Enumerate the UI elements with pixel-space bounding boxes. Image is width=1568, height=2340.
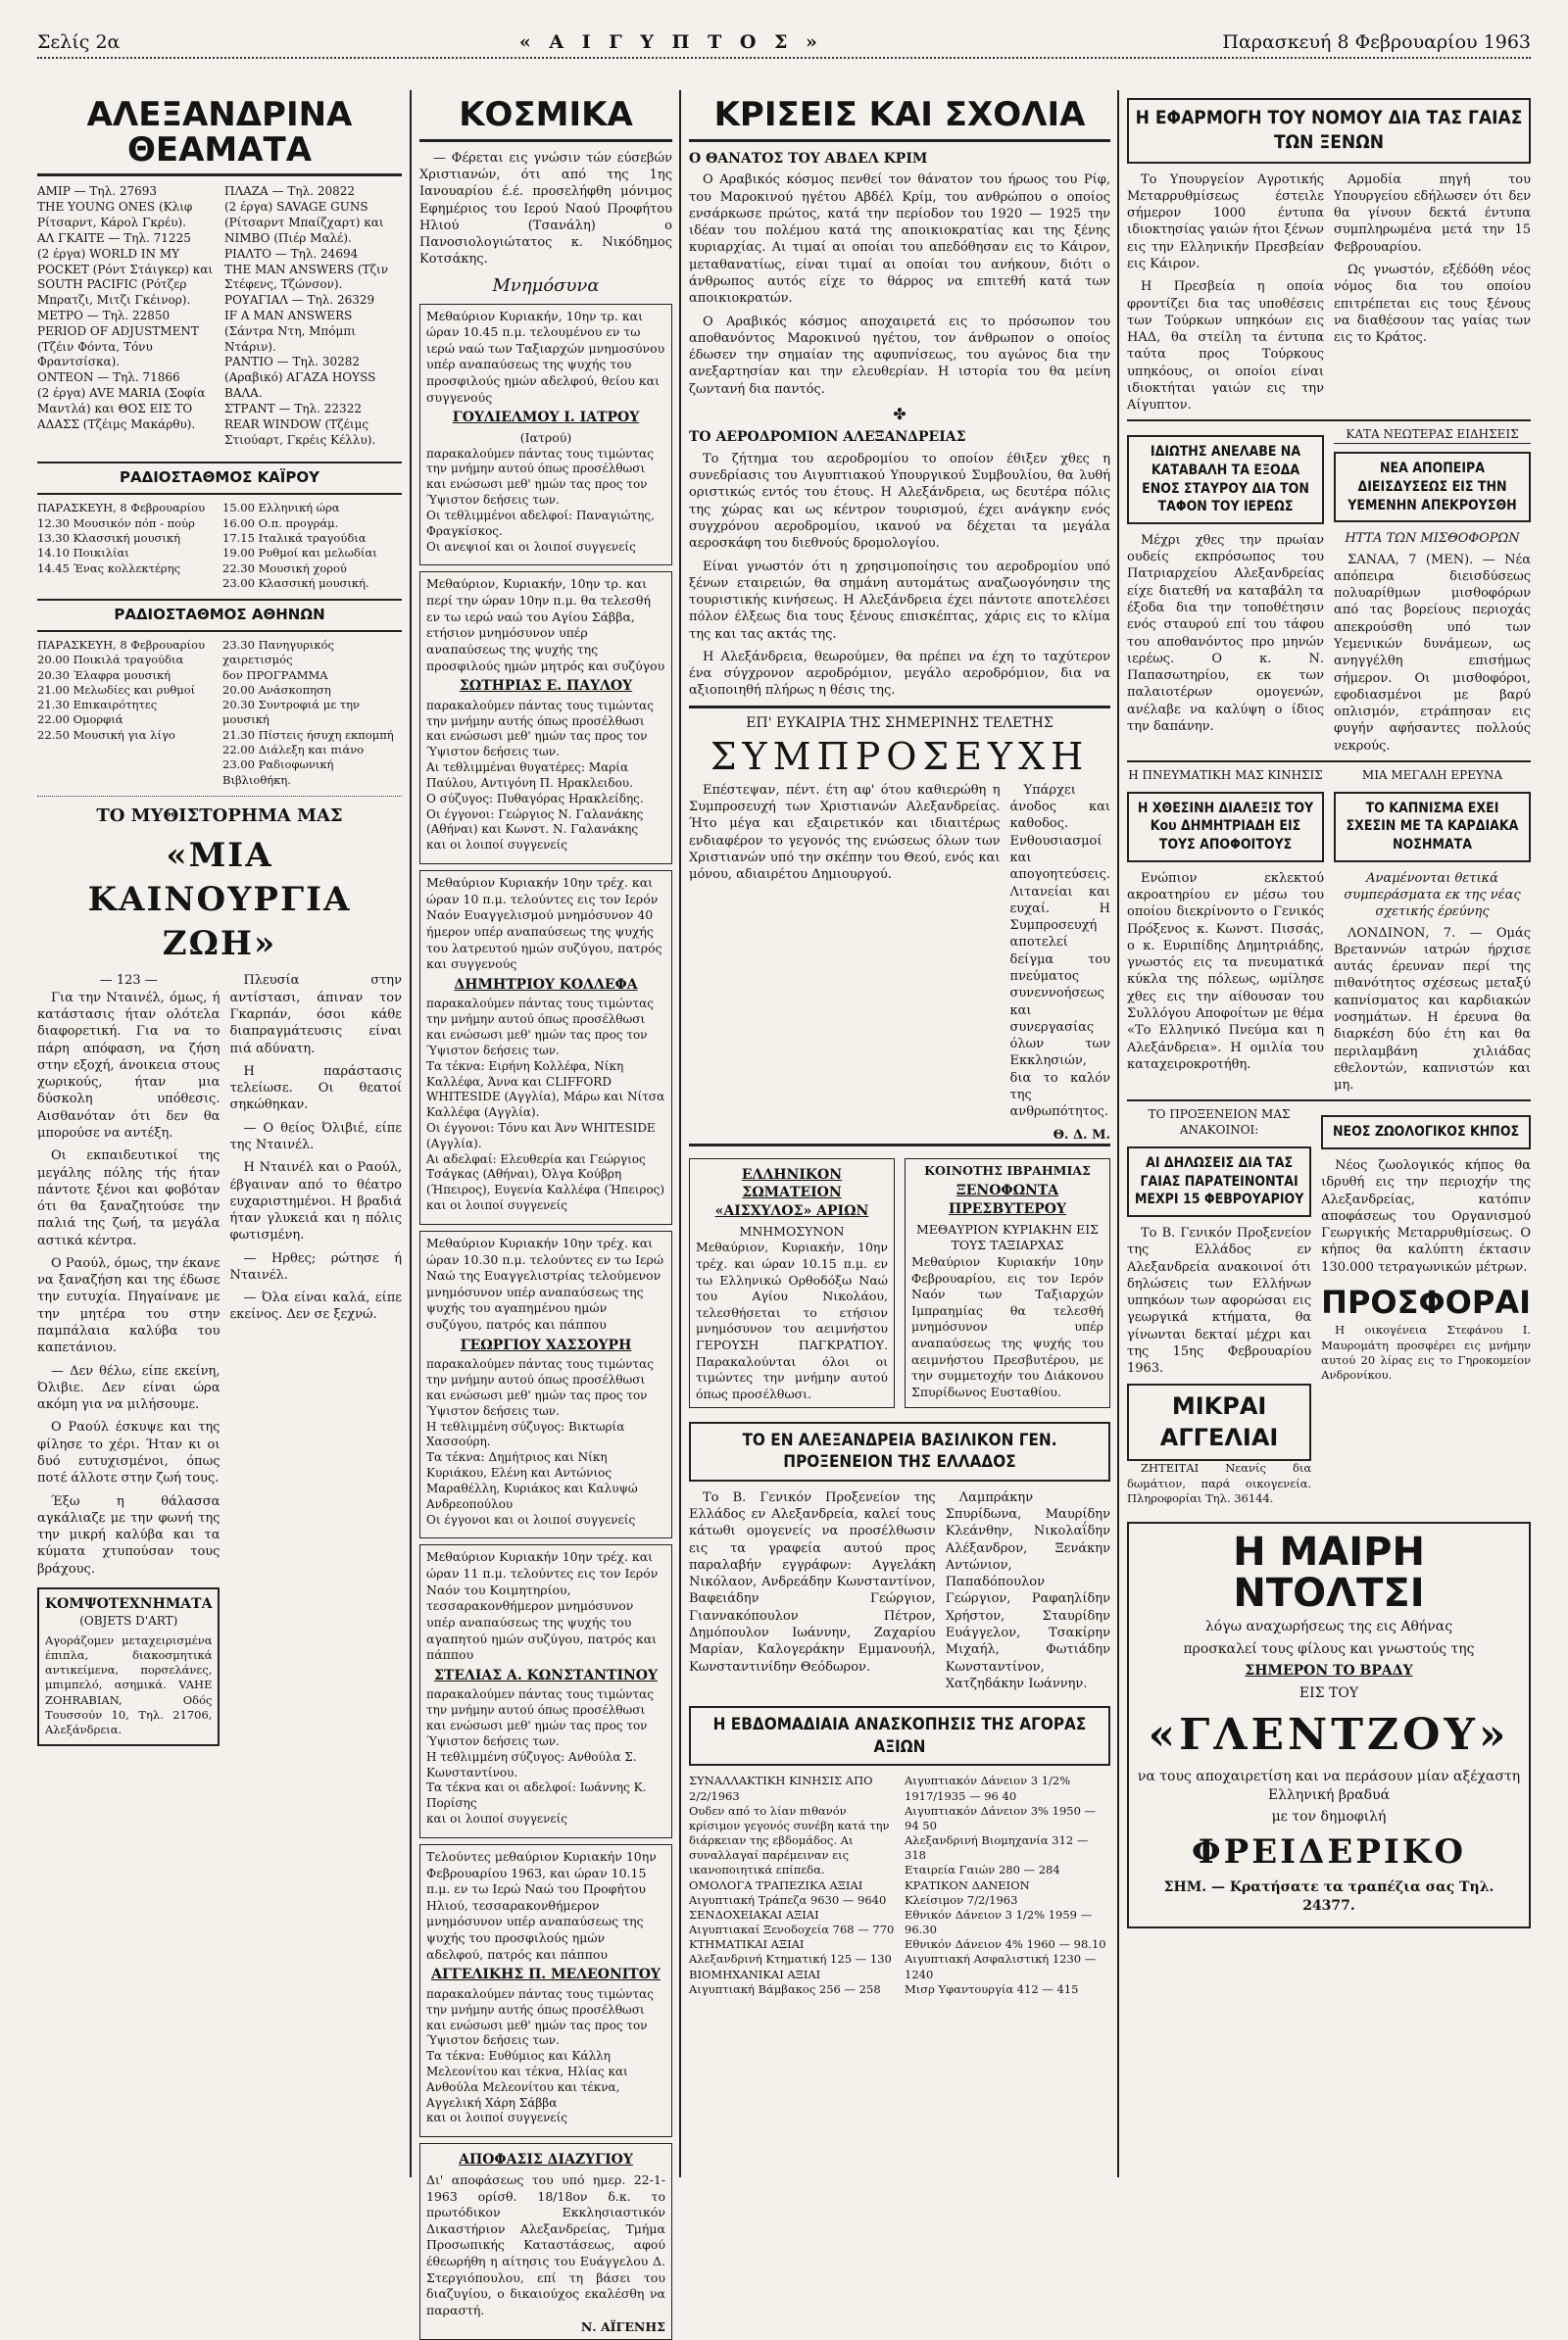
ad-line: με τον δημοφιλή [1271,1809,1387,1826]
column-news [1127,98,1531,2166]
story-heading: ΤΟ ΑΕΡΟΔΡΟΜΙΟΝ ΑΛΕΞΑΝΔΡΕΙΑΣ [689,429,966,446]
divider [37,796,402,797]
memorial-signatories: παρακαλούμεν πάντας τους τιμώντας την μνήμην αυτού όπως προσέλθωσι και ενώσωσι μεθ' ημών τας προς τον Ύψιστον δεήσεις των. Η τεθλιμμένη σύζυγος: Ανθούλα Σ. Κωνσταντίνου. Τα τέκνα και οι αδελφοί: Ιωάννης Κ. Πορίσης και οι λοιποί συγγενείς [426,1687,654,1827]
memorial-text: Μεθαύριον, Κυριακήν, 10ην τρ. και περί την ώραν 10ην π.μ. θα τελεσθή εν τω ιερώ ναώ του Αγίου Σάββα, ετήσιον μνημόσυνον υπέρ αναπαύσεως της ψυχής της προσφιλούς ημών μητρός και συζύγου [426,576,665,673]
story-paragraph: Ο Αραβικός κόσμος αποχαιρετά εις το πρόσωπον του αποθανόντος Μαροκινού ηγέτου, τον άνθρωπον ο οποίος έδωσεν την σημαίαν της αφυπνίσεως, του αγώνος δια την ανεξαρτησίαν και την ελευθερίαν. Η ιστορία του θα μείνη ζωντανή δια παντός. [689,314,1110,397]
market-heading: Η ΕΒΔΟΜΑΔΙΑΙΑ ΑΝΑΣΚΟΠΗΣΙΣ ΤΗΣ ΑΓΟΡΑΣ ΑΞΙΩΝ [689,1706,1110,1766]
consulate-list: Το Β. Γενικόν Προξενείον της Ελλάδος εν Αλεξανδρεία, καλεί τους κάτωθι ομογενείς να προσέλθωσιν εις τα γραφεία αυτού προς παραλαβήν εγγράφων: Αγγελάκη Νικόλαον, Ανδρεάδην Κωνσταντίνον, Βαφειάδην Γεώργιον, Γιαννακόπουλον Πέτρον, Δημόπουλον Ιωάννην, Ζαχαρίου Μαρίαν, Καλογεράκην Εμμανουήλ, Κωνσταντινίδην Θεόδωρον. [689,1489,936,1675]
story-paragraph: Νέος ζωολογικός κήπος θα ιδρυθή εις την περιοχήν της Αλεξανδρείας, κατόπιν αποφάσεως του Οργανισμού Γεωργικής Μεταρρυθμίσεως. Ο κήπος θα καλύπτη έκτασιν 130.000 τετραγωνικών μέτρων. [1321,1157,1531,1275]
memorial-notice [419,1544,672,1837]
novel-title: «ΜΙΑ ΚΑΙΝΟΥΡΓΙΑ ΖΩΗ» [87,835,352,964]
novel-paragraph: Έξω η θάλασσα αγκάλιαζε με την φωνή της την μικρή καλύβα και τα κύματα χτυπούσαν τους βράχους. [37,1493,220,1577]
novel-paragraph: Πλευσία στην αντίστασι, άπιναν τον Γκαρπάν, όσοι κάθε διαπραγμάτευσις είναι πιά αδύνατη. [229,973,402,1056]
story-paragraph: Μέχρι χθες την πρωίαν ουδείς εκπρόσωπος του Πατριαρχείου Αλεξανδρείας είχε διατεθή να καταβάλη τα έξοδα δια την τοποθέτησιν ενός σταυρού επί του τάφου του αποθανόντος προ μηνών ιερέως. Ο κ. Ν. Παπασωτηρίου, εκ των παλαιοτέρων ομογενών, ανέλαβε να καλύψη ο ίδιος την δαπάνην. [1127,532,1324,734]
memorial-role: (Ιατρού) [519,429,572,445]
story-heading: ΙΔΙΩΤΗΣ ΑΝΕΛΑΒΕ ΝΑ ΚΑΤΑΒΑΛΗ ΤΑ ΕΞΟΔΑ ΕΝΟΣ ΣΤΑΥΡΟΥ ΔΙΑ ΤΟΝ ΤΑΦΟΝ ΤΟΥ ΙΕΡΕΩΣ [1127,435,1324,523]
association-text: Μεθαύριον, Κυριακήν, 10ην τρέχ. και ώραν 10.15 π.μ. εν τω Ελληνικώ Ορθοδόξω Ναώ του Αγίου Νικολάου, τελεσθήσεται το ετήσιον μνημόσυνον του αειμνήστου ΓΕΡΟΥΣΗ ΠΑΓΚΡΑΤΙΟΥ. Παρακαλούνται όλοι οι τιμώντες την μνήμην αυτού όπως προσέλθωσι. [696,1240,888,1401]
market-list-a: ΣΥΝΑΛΛΑΚΤΙΚΗ ΚΙΝΗΣΙΣ ΑΠΟ 2/2/1963 Ουδεν από το λίαν πιθανόν κρίσιμον γεγονός συνέβη κατά την διάρκειαν της εβδομάδος. Αι συναλλαγαί παρέμειναν εις ικανοποιητικά επίπεδα. ΟΜΟΛΟΓΑ ΤΡΑΠΕΖΙΚΑ ΑΞΙΑΙ Αιγυπτιακή Τράπεζα 9630 — 9640 ΣΕΝΔΟΧΕΙΑΚΑΙ ΑΞΙΑΙ Αιγυπτιακαί Ξενοδοχεία 768 — 770 ΚΤΗΜΑΤΙΚΑΙ ΑΞΙΑΙ Αλεξανδρινή Κτηματική 125 — 130 ΒΙΟΜΗΧΑΝΙΚΑΙ ΑΞΙΑΙ Αιγυπτιακή Βάμβακος 256 — 258 [689,1774,895,1996]
market-report [689,1774,1110,2003]
memorial-notice [419,870,672,1225]
memorial-notice [419,571,672,864]
community-text: Μεθαύριον Κυριακήν 10ην Φεβρουαρίου, εις τον Ιερόν Ναόν των Ταξιαρχών Ιμπραημίας θα τελεσθή μνημόσυνον υπέρ αναπαύσεως της ψυχής του αειμνήστου Πρεσβυτέρου, με την συμμετοχήν του Διάκονου Σπυρίδωνος Ευσταθίου. [911,1253,1103,1399]
news-row [1127,760,1531,1099]
radio-schedule-a: ΠΑΡΑΣΚΕΥΗ, 8 Φεβρουαρίου 12.30 Μουσικόν πόπ - πούρ 13.30 Κλασσική μουσική 14.10 Ποικιλίαι 14.45 Ένας κολλεκτέρης [37,501,206,575]
story-heading: ΝΕΟΣ ΖΩΟΛΟΓΙΚΟΣ ΚΗΠΟΣ [1321,1115,1531,1149]
donation-notice: Η οικογένεια Στεφάνου Ι. Μαυρομάτη προσφέρει εις μνήμην αυτού 20 λίρας εις το Γηροκομείον Ανδρονίκου. [1321,1323,1531,1383]
radio-schedule-a: ΠΑΡΑΣΚΕΥΗ, 8 Φεβρουαρίου 20.00 Ποικιλά τραγούδια 20.30 Έλαφρα μουσική 21.00 Μελωδίες και ρυθμοί 21.30 Επικαιρότητες 22.00 Ομορφιά 22.50 Μουσική για λίγο [37,638,206,742]
issue-date: Παρασκευή 8 Φεβρουαρίου 1963 [1222,31,1531,53]
news-row [1127,419,1531,759]
consulate-heading: ΤΟ ΕΝ ΑΛΕΞΑΝΔΡΕΙΑ ΒΑΣΙΛΙΚΟΝ ΓΕΝ. ΠΡΟΞΕΝΕΙΟΝ ΤΗΣ ΕΛΛΑΔΟΣ [689,1422,1110,1482]
memorial-signatories: παρακαλούμεν πάντας τους τιμώντας την μνήμην αυτής όπως προσέλθωσι και ενώσωσι μεθ' ημών τας προς τον Ύψιστον δεήσεις των. Τα τέκνα: Ευθύμιος και Κάλλη Μελεονίτου και τέκνα, Ηλίας και Ανθούλα Μελεονίτου και τέκνα, Αγγελική Χάρη Σάββα και οι λοιποί συγγενείς [426,1986,654,2125]
news-kicker: ΜΙΑ ΜΕΓΑΛΗ ΕΡΕΥΝΑ [1361,767,1503,782]
association-subheading: ΜΝΗΜΟΣΥΝΟΝ [739,1223,845,1239]
art-objects-ad [37,1587,220,1746]
story-paragraph: Το Υπουργείον Αγροτικής Μεταρρυθμίσεως έστειλε σήμερον 1000 έντυπα ιδιοκτησίας γαιών ήτοι ξένων εις την Ελληνικήν Πρεσβείαν εις Κάιρον. [1127,171,1324,271]
memorial-text: Μεθαύριον Κυριακήν 10ην τρέχ. και ώραν 10 π.μ. τελούντες εις τον Ιερόν Ναόν Ευαγγελισμού μνημόσυνον 40 ήμερον υπέρ αναπαύσεως της ψυχής του λατρευτού ημών συζύγου, πατρός και συγγενούς [426,875,662,972]
radio-heading: ΡΑΔΙΟΣΤΑΘΜΟΣ ΚΑΪΡΟΥ [37,462,402,495]
section-heading: ΑΛΕΞΑΝΔΡΙΝΑ ΘΕΑΜΑΤΑ [37,98,402,176]
section-heading: ΚΟΣΜΙΚΑ [419,98,672,142]
cinema-listings [37,184,402,454]
novel-paragraph: — Ηρθες; ρώτησε ή Νταινέλ. [229,1250,402,1283]
ad-host-name: Η ΜΑΙΡΗ ΝΤΟΛΤΣΙ [1233,1530,1425,1617]
cinema-list-a: ΑΜΙΡ — Τηλ. 27693 THE YOUNG ONES (Κλιφ Ρίτσαρντ, Κάρολ Γκρέυ). ΑΛ ΓΚΑΙΤΕ — Τηλ. 71225 (2 έργα) WORLD IN MY POCKET (Ρόντ Στάιγκερ) και SOUTH PACIFIC (Ρότζερ Μπρατζι, Μιτζι Γκέινορ). ΜΕΤΡΟ — Τηλ. 22850 PERIOD OF ADJUSTMENT (Τζέιν Φόντα, Τόνυ Φραντσίσκα). ΟΝΤΕΟΝ — Τηλ. 71866 (2 έργα) AVE MARIA (Σοφία Μαντλά) και ΘΟΣ ΕΙΣ ΤΟ ΑΔΑΣΣ (Τζέιμς Μακάρθυ). [37,184,214,431]
memorial-signatories: παρακαλούμεν πάντας τους τιμώντας την μνήμην αυτού όπως προσέλθωσι και ενώσωσι μεθ' ημών τας προς τον Ύψιστον δεήσεις των. Η τεθλιμμένη σύζυγος: Βικτωρία Χασσούρη. Τα τέκνα: Δημήτριος και Νίκη Κυριάκου, Ελένη και Αντώνιος Μαραθέλλη, Κυριάκος και Καλυψώ Ανδρεοπούλου Οι έγγονοι και οι λοιποί συγγενείς [426,1357,654,1527]
memorial-signatories: παρακαλούμεν πάντας τους τιμώντας την μνήμην αυτού όπως προσέλθωσι και ενώσωσι μεθ' ημών τας προς τον Ύψιστον δεήσεις των. Τα τέκνα: Ειρήνη Κολλέφα, Νίκη Καλλέφα, Άννα και CLIFFORD WHITESIDE (Αγγλία), Μάρω και Νίτσα Καλλέφα (Αγγλία). Οι έγγονοι: Τόνυ και Άνν WHITESIDE (Αγγλία). Αι αδελφαί: Ελευθερία και Γεώργιος Τσάγκας (Αθήναι), Όλγα Κούβρη (Ήπειρος), Ευγενία Καλλέφα (Ήπειρος) και οι λοιποί συγγενείς [426,997,665,1213]
land-law-story [1127,171,1531,420]
radio-schedule [37,638,402,788]
ad-line: προσκαλεί τους φίλους και γνωστούς της [1183,1640,1475,1657]
memorial-name: ΔΗΜΗΤΡΙΟΥ ΚΟΛΛΕΦΑ [454,976,638,993]
ad-text: Αγοράζομεν μεταχειρισμένα έπιπλα, διακοσμητικά αντικείμενα, πορσελάνες, μπιμπελό, ασημικά. VAHE ZOHRABIAN, Οδός Τουσσούν 10, Τηλ. 21706, Αλεξάνδρεια. [45,1633,213,1737]
memorial-name: ΓΟΥΛΙΕΛΜΟΥ Ι. ΙΑΤΡΟΥ [452,410,640,426]
divorce-signature: Ν. ΑΪΓΕΝΗΣ [580,2318,665,2334]
story-paragraph: ΣΑΝΑΑ, 7 (ΜΕΝ). — Νέα απόπειρα διεισδύσεως πολυαρίθμων μισθοφόρων από τας βορείους περιοχάς απεκρούσθη υπό των Υεμενικών δυνάμεων, ως ανηγγέλθη επισήμως σήμερον. Οι μισθοφόροι, εφοδιασμένοι με βαρύ οπλισμόν, ετράπησαν εις φυγήν αφήσαντες πολλούς νεκρούς. [1334,552,1531,754]
memorial-name: ΓΕΩΡΓΙΟΥ ΧΑΣΣΟΥΡΗ [460,1337,632,1353]
story-separator: ✤ [893,404,906,423]
association-heading: ΕΛΛΗΝΙΚΟΝ ΣΩΜΑΤΕΙΟΝ «ΑΙΣΧΥΛΟΣ» ΑΡΙΩΝ [714,1166,869,1220]
story-subheading: ΗΤΤΑ ΤΩΝ ΜΙΣΘΟΦΟΡΩΝ [1345,531,1520,547]
radio-schedule [37,501,402,591]
novel-paragraph: — Δεν θέλω, είπε εκείνη, Όλιβιε. Δεν είναι ώρα ακόμη για να μιλήσουμε. [37,1363,220,1413]
ad-line: να τους αποχαιρετίση και να περάσουν μίαν αξέχαστη Ελληνική βραδυά [1137,1769,1521,1803]
story-paragraph: Ο Αραβικός κόσμος πενθεί τον θάνατον του ήρωος του Ρίφ, του Μαροκινού ηγέτου Αβδέλ Κρίμ, του ανθρώπου ο οποίος ενσάρκωσε πρώτος, κατά την περίοδον του 1920 — 1925 την ιδέαν του πολέμου κατά της αποικιοκρατίας και της ξένης κυριαρχίας. Αι τιμαί αι οποίαι του απεδόθησαν εις το Κάιρον, μεταθανατίως, είναι τιμαί αι οποίαι του ανήκουν, διότι ο άνθρωπος αυτός είχε το θάρρος να επιτεθή κατά των αποικιοκρατών. [689,172,1110,307]
masthead [37,27,1531,59]
ad-line: λόγω αναχωρήσεως της εις Αθήνας [1204,1619,1453,1635]
novel-paragraph: Η Νταινέλ και ο Ραούλ, έβγαιναν από το θέατρο ευχαριστημένοι. Η βραδιά ήταν γλυκειά και η πόλις φωτισμένη. [229,1160,402,1243]
story-paragraph: Το ζήτημα του αεροδρομίου το οποίον έθιξεν χθες η συνεδρίασις του Αιγυπτιακού Υπουργικού Συμβουλίου, θα λυθή οριστικώς εντός του έτους. Η Αλεξάνδρεια, ως δευτέρα πόλις της χώρας και ως κέντρον τουρισμού, έχει ανάγκην ενός συγχρόνου αεροδρομίου, ικανού να δέχεται τα μεγάλα αεροσκάφη του διεθνούς δρομολογίου. [689,451,1110,552]
donations-heading: ΠΡΟΣΦΟΡΑΙ [1321,1283,1531,1321]
story-paragraph: Είναι γνωστόν ότι η χρησιμοποίησις του αεροδρομίου υπό ξένων εταιρειών, θα σημάνη αυτομάτως αναζωογόνησιν της τουριστικής κινήσεως. Η Αλεξάνδρεια έχει πάντοτε αποτελέσει πόλον έλξεως δια τους ξένους επισκέπτας, χάρις εις το κλίμα της και τας ακτάς της. [689,559,1110,642]
story-paragraph: Η Πρεσβεία η οποία φροντίζει δια τας υποθέσεις των Τούρκων υπηκόων εις ΗΑΔ, θα στείλη τα έντυπα ταύτα προς Τούρκους υπηκόους, οι οποίοι είναι ιδιοκτήται γαιών εις την Αίγυπτον. [1127,279,1324,414]
farewell-event-ad [1127,1522,1531,1928]
novel-paragraph: Ο Ραούλ, όμως, την έκανε να ξαναζήση και της έδωσε την ευτυχία. Πηγαίνανε με την μητέρα του στην παμπάλαια καλύβα του καπετάνιου. [37,1255,220,1356]
column-entertainment [37,95,402,2166]
story-heading: ΑΙ ΔΗΛΩΣΕΙΣ ΔΙΑ ΤΑΣ ΓΑΙΑΣ ΠΑΡΑΤΕΙΝΟΝΤΑΙ ΜΕΧΡΙ 15 ΦΕΒΡΟΥΑΡΙΟΥ [1127,1146,1311,1217]
column-commentary [689,95,1111,2166]
story-paragraph: Ενώπιον εκλεκτού ακροατηρίου εν μέσω του οποίου διεκρίνοντο ο Γενικός Πρόξενος κ. Κωνστ. Πισσάς, ο κ. Ευριπίδης Δημητριάδης, γνωστός εις τα πνευματικά κύκλα της πόλεως, ωμίλησε χθες εις την αίθουσαν του Συλλόγου Αποφοίτων με θέμα «Το Ελληνικό Πνεύμα και η Αλεξάνδρεια». Η ομιλία του καταχειροκροτήθη. [1127,870,1324,1072]
novel-paragraph: Οι εκπαιδευτικοί της μεγάλης πόλης τής ήταν πάντοτε ξένοι και φοβόταν ότι θα ξαναζητούσε την παλιά της ζωή, τα μεγάλα αστικά κέντρα. [37,1148,220,1248]
section-heading: ΚΡΙΣΕΙΣ ΚΑΙ ΣΧΟΛΙΑ [689,98,1110,142]
column-rule [410,90,412,2177]
memorial-notice [419,1844,672,2137]
story-paragraph: Αρμοδία πηγή του Υπουργείου εδήλωσεν ότι δεν θα γίνουν δεκτά έντυπα συμπληρωμένα μετά την 15 Φεβρουαρίου. [1334,171,1531,255]
society-notice: — Φέρεται εις γνώσιν τών εύσεβών Χριστιανών, ότι από της 1ης Ιανουαρίου έ.έ. προσελήφθη μόνιμος Εφημέριος του Ιερού Ναού Προφήτου Ηλιού (Τσανάλη) ο Πανοσιολογιώτατος κ. Νικόδημος Κοτσάκης. [419,150,672,268]
news-kicker: ΤΟ ΠΡΟΞΕΝΕΙΟΝ ΜΑΣ ΑΝΑΚΟΙΝΟΙ: [1148,1107,1291,1138]
divorce-notice [419,2143,672,2340]
novel-paragraph: — Όλα είναι καλά, είπε εκείνος. Δεν σε ξεχνώ. [229,1291,402,1323]
story-paragraph: ΛΟΝΔΙΝΟΝ, 7. — Ομάς Βρεταννών ιατρών ήρχισε αυτάς έρευναν περί της πιθανότητος σχέσεως μεταξύ καπνίσματος και καρδιακών νοσημάτων. Η έρευνα θα διαρκέση δύο έτη και θα περιλαμβάνη χιλιάδας εθελοντών, καπνιστών και μη. [1334,925,1531,1094]
cinema-list-b: ΠΛΑΖΑ — Τηλ. 20822 (2 έργα) SAVAGE GUNS (Ρίτσαρντ Μπαίζχαρτ) και NIMBO (Πιέρ Μαλέ). ΡΙΑΛΤΟ — Τηλ. 24694 THE MAN ANSWERS (Τζιν Στέφενς, Τζώνσον). ΡΟΥΑΓΙΑΛ — Τηλ. 26329 IF A MAN ANSWERS (Σάντρα Ντη, Μπόμπι Ντάριν). ΡΑΝΤΙΟ — Τηλ. 30282 (Αραβικό) ΑΓΑΖΑ ΗΟΥSS ΒΑΛΑ. ΣΤΡΑΝΤ — Τηλ. 22322 REAR WINDOW (Τζέιμς Στιούαρτ, Γκρέις Κέλλυ). [224,184,389,447]
memorial-text: Μεθαύριον Κυριακήν, 10ην τρ. και ώραν 10.45 π.μ. τελουμένου εν τω ιερώ ναώ των Ταξιαρχών μνημοσύνου υπέρ αναπαύσεως της ψυχής του προσφιλούς ημών αδελφού, θείου και συγγενούς [426,308,665,405]
community-notices [689,1144,1110,1414]
consulate-list: Λαμπράκην Σπυρίδωνα, Μαυρίδην Κλεάνθην, Νικολαΐδην Αλέξανδρον, Ξενάκην Αντώνιον, Παπαδόπουλον Γεώργιον, Ραφαηλίδην Χρήστον, Σταυρίδην Ευάγγελον, Τσακίρην Μιχαήλ, Φωτιάδην Κωνσταντίνον, Χατζηδάκην Ιωάννην. [945,1489,1110,1691]
ad-performer: ΦΡΕΙΔΕΡΙΚΟ [1192,1832,1466,1873]
memorial-text: Τελούντες μεθαύριον Κυριακήν 10ην Φεβρουαρίου 1963, και ώραν 10.15 π.μ. εν τω Ιερώ Ναώ του Προφήτου Ηλιού, τεσσαρακονθήμερον μνημόσυνον υπέρ αναπαύσεως της ψυχής του προσφιλούς ημών αδελφού, πατρός και πάππου [426,1848,657,1962]
memorial-name: ΣΩΤΗΡΙΑΣ Ε. ΠΑΥΛΟΥ [459,678,633,695]
memorial-text: Μεθαύριον Κυριακήν 10ην τρέχ. και ώραν 10.30 π.μ. τελούντες εν τω Ιερώ Ναώ της Ευαγγελιστρίας τελούμενον μνημόσυνον υπέρ αναπαύσεως της ψυχής του αγαπημένου ημών συζύγου, πατρός και πάππου [426,1235,664,1333]
ad-line: ΣΗΜΕΡΟΝ ΤΟ ΒΡΑΔΥ [1245,1663,1413,1680]
prayer-heading: ΣΥΜΠΡΟΣΕΥΧΗ [710,735,1090,779]
community-subheading: ΜΕΘΑΥΡΙΟΝ ΚΥΡΙΑΚΗΝ ΕΙΣ ΤΟΥΣ ΤΑΞΙΑΡΧΑΣ [916,1221,1099,1253]
community-notice [905,1158,1110,1408]
novel-paragraph: Ο Ραούλ έσκυψε και της φίλησε το χέρι. Ήταν κι οι δυό ευτυχισμένοι, όπως ποτέ άλλοτε στην ζωή τους. [37,1420,220,1487]
prayer-signature: Θ. Δ. Μ. [1053,1127,1110,1143]
divorce-heading: ΑΠΟΦΑΣΙΣ ΔΙΑΖΥΓΙΟΥ [459,2152,633,2169]
memorial-name: ΑΓΓΕΛΙΚΗΣ Π. ΜΕΛΕΟΝΙΤΟΥ [431,1967,661,1983]
prayer-paragraph: Υπάρχει άνοδος και καθοδος. Ενθουσιασμοί και απογοητεύσεις. Λιτανείαι και ευχαί. Η Συμπροσευχή αποτελεί δείγμα του πνεύματος συνεννοήσεως και συνεργασίας όλων των Εκκλησιών, δια το καλόν της ανθρωπότητος. [1009,782,1111,1120]
novel-paragraph: Η παράστασις τελείωσε. Οι θεατοί σηκώθηκαν. [229,1063,402,1113]
novel-paragraph: — Ο θείος Όλιβιέ, είπε της Νταινέλ. [229,1120,402,1152]
community-heading: ΚΟΙΝΟΤΗΣ ΙΒΡΑΗΜΙΑΣ [924,1162,1091,1178]
prayer-kicker: ΕΠ' ΕΥΚΑΙΡΙΑ ΤΗΣ ΣΗΜΕΡΙΝΗΣ ΤΕΛΕΤΗΣ [746,714,1054,731]
newspaper-title: « Α Ι Γ Υ Π Τ Ο Σ » [518,31,823,53]
memorial-notice [419,304,672,566]
news-kicker: ΚΑΤΑ ΝΕΩΤΕΡΑΣ ΕΙΔΗΣΕΙΣ [1334,427,1531,444]
memorial-name: ΣΤΕΛΙΑΣ Α. ΚΩΝΣΤΑΝΤΙΝΟΥ [434,1667,658,1683]
prayer-article [689,706,1110,1144]
radio-heading: ΡΑΔΙΟΣΤΑΘΜΟΣ ΑΘΗΝΩΝ [37,599,402,632]
consulate-notice [689,1489,1110,1698]
column-society [419,95,672,2334]
memorial-text: Μεθαύριον Κυριακήν 10ην τρέχ. και ώραν 11 π.μ. τελούντες εις τον Ιερόν Ναόν του Κοιμητηρίου, τεσσαρακονθήμερον μνημόσυνον υπέρ αναπαύσεως της ψυχής του αγαπητού ημών συζύγου, πατρός και πάππου [426,1549,659,1663]
story-heading: ΝΕΑ ΑΠΟΠΕΙΡΑ ΔΙΕΙΣΔΥΣΕΩΣ ΕΙΣ ΤΗΝ ΥΕΜΕΝΗΝ ΑΠΕΚΡΟΥΣΘΗ [1334,452,1531,522]
story-heading: ΤΟ ΚΑΠΝΙΣΜΑ ΕΧΕΙ ΣΧΕΣΙΝ ΜΕ ΤΑ ΚΑΡΔΙΑΚΑ ΝΟΣΗΜΑΤΑ [1334,792,1531,862]
story-heading: Η ΧΘΕΣΙΝΗ ΔΙΑΛΕΞΙΣ ΤΟΥ Κου ΔΗΜΗΤΡΙΑΔΗ ΕΙΣ ΤΟΥΣ ΑΠΟΦΟΙΤΟΥΣ [1127,792,1324,862]
memorial-signatories: παρακαλούμεν πάντας τους τιμώντας την μνήμην αυτού όπως προσέλθωσι και ενώσωσι μεθ' ημών τας προς τον Ύψιστον δεήσεις των. Οι τεθλιμμένοι αδελφοί: Παναγιώτης, Φραγκίσκος. Οι ανεψιοί και οι λοιποί συγγενείς [426,446,655,554]
classified-ad: ΖΗΤΕΙΤΑΙ Νεανίς δια δωμάτιον, παρά οικογενεία. Πληροφορίαι Τηλ. 36144. [1127,1461,1312,1505]
memorials-heading: Μνημόσυνα [492,274,600,296]
memorial-signatories: παρακαλούμεν πάντας τους τιμώντας την μνήμην αυτής όπως προσέλθωσι και ενώσωσι μεθ' ημών τας προς τον Ύψιστον δεήσεις των. Αι τεθλιμμέναι θυγατέρες: Μαρία Παύλου, Αντιγόνη Π. Ηρακλειδου. Ο σύζυγος: Πυθαγόρας Ηρακλείδης. Οι έγγονοι: Γεώργιος Ν. Γαλανάκης (Αθήναι) και Κωνστ. Ν. Γαλανάκης και οι λοιποί συγγενείς [426,698,654,853]
story-paragraph: Ως γνωστόν, εξέδόθη νέος νόμος δια του οποίου επιτρέπεται εις τους ξένους να διαθέσουν τας γαίας των εις το Κράτος. [1334,262,1531,346]
prayer-paragraph: Επέστεψαν, πέντ. έτη αφ' ότου καθιερώθη η Συμπροσευχή των Χριστιανών Αλεξανδρείας. Ήτο μέγα και εξαιρετικόν και ιδιαιτέρως ενδιαφέρον το γεγονός της ενώσεως όλων των Χριστιανών υπό την σκέπην του Θεού, ενός και μόνου, αδιαιρέτου Δημιουργού. [689,782,1001,883]
page-number: Σελίς 2α [37,31,121,53]
radio-schedule-b: 23.30 Πανηγυρικός χαιρετισμός δον ΠΡΟΓΡΑΜΜΑ 20.00 Ανάσκοπηση 20.30 Συντροφιά με την μουσική 21.30 Πίστεις ήσυχη εκπομπή 22.00 Διάλεξη και πιάνο 23.00 Ραδιοφωνική Βιβλιοθήκη. [222,638,394,787]
ad-note: ΣΗΜ. — Κρατήσατε τα τραπέζια σας Τηλ. 24377. [1163,1879,1494,1914]
novel-body [37,972,402,1745]
lead-headline: Η ΕΦΑΡΜΟΓΗ ΤΟΥ ΝΟΜΟΥ ΔΙΑ ΤΑΣ ΓΑΙΑΣ ΤΩΝ ΞΕΝΩΝ [1127,98,1531,164]
memorial-notice [419,1231,672,1538]
ad-title: ΚΟΜΨΟΤΕΧΝΗΜΑΤΑ [45,1595,213,1612]
divorce-text: Δι' αποφάσεως του υπό ημερ. 22-1-1963 ορίσθ. 18/18ον δ.κ. το πρωτόδικον Εκκλησιαστικόν Δικαστήριον Αλεξανδρείας, Τμήμα Προσωπικής Καταστάσεως, αφού έθεωρήθη η αίτησις του Ευάγγελου Δ. Στεργιόπουλου, επί τη βάσει του διαζυγίου, ο δικαιούχος εκαλέσθη να παραστή. [426,2171,665,2317]
radio-schedule-b: 15.00 Ελληνική ώρα 16.00 Ο.π. προγράμ. 17.15 Ιταλικά τραγούδια 19.00 Ρυθμοί και μελωδίαι 22.30 Μουσική χορού 23.00 Κλασσική μουσική. [222,501,377,590]
association-notice [689,1158,895,1408]
ad-venue: «ΓΛΕΝΤΖΟΥ» [1148,1709,1510,1760]
story-subheading: Αναμένονται θετικά συμπεράσματα εκ της νέας σχετικής έρεύνης [1344,870,1521,920]
news-kicker: Η ΠΝΕΥΜΑΤΙΚΗ ΜΑΣ ΚΙΝΗΣΙΣ [1128,767,1323,782]
story-paragraph: Η Αλεξάνδρεια, θεωρούμεν, θα πρέπει να έχη το ταχύτερον ένα σύγχρονον αεροδρόμιον, μεγάλο αεροδρόμιον, δια να αξιοποιηθή πλήρως η θέσις της. [689,649,1110,699]
story-paragraph: Το Β. Γενικόν Προξενείον της Ελλάδος εν Αλεξανδρεία ανακοινοί ότι δηλώσεις των Ελλήνων υπηκόων των αφορώσαι εις γεωργικά κτήματα, θα γίνωνται δεκταί μέχρι και της 15ης Φεβρουαρίου 1963. [1127,1226,1312,1377]
market-list-b: Αιγυπτιακόν Δάνειον 3 1/2% 1917/1935 — 96 40 Αιγυπτιακόν Δάνειον 3% 1950 — 94 50 Αλεξανδρινή Βιομηχανία 312 — 318 Εταιρεία Γαιών 280 — 284 ΚΡΑΤΙΚΟΝ ΔΑΝΕΙΟΝ Κλείσιμον 7/2/1963 Εθνικόν Δάνειον 3 1/2% 1959 — 96.30 Εθνικόν Δάνειον 4% 1960 — 98.10 Αιγυπτιακή Ασφαλιστική 1230 — 1240 Μισρ Υφαντουργία 412 — 415 [905,1774,1106,1996]
community-name: ΞΕΝΟΦΩΝΤΑ ΠΡΕΣΒΥΤΕΡΟΥ [949,1183,1066,1218]
classifieds-heading: ΜΙΚΡΑΙ ΑΓΓΕΛΙΑΙ [1127,1384,1311,1462]
novel-paragraph: Για την Νταινέλ, όμως, ή κατάστασις ήταν ολότελα διαφορετική. Για να το πάρη απόφαση, να ζήση στην εξοχή, άνοικεια στους χωρικούς, ήταν μια δύσκολη υπόθεσις. Αισθανόταν ότι δεν θα μπορούσε να αντέξη. [37,990,220,1141]
column-rule [679,90,681,2177]
ad-subtitle: (OBJETS D'ART) [79,1613,178,1628]
ad-line: ΕΙΣ ΤΟΥ [1298,1685,1359,1702]
novel-kicker: ΤΟ ΜΥΘΙΣΤΟΡΗΜΑ ΜΑΣ [96,804,343,826]
column-rule [1117,90,1119,2177]
story-heading: Ο ΘΑΝΑΤΟΣ ΤΟΥ ΑΒΔΕΛ ΚΡΙΜ [689,150,928,167]
novel-instalment: — 123 — [99,973,158,989]
news-row [1127,1099,1531,1512]
